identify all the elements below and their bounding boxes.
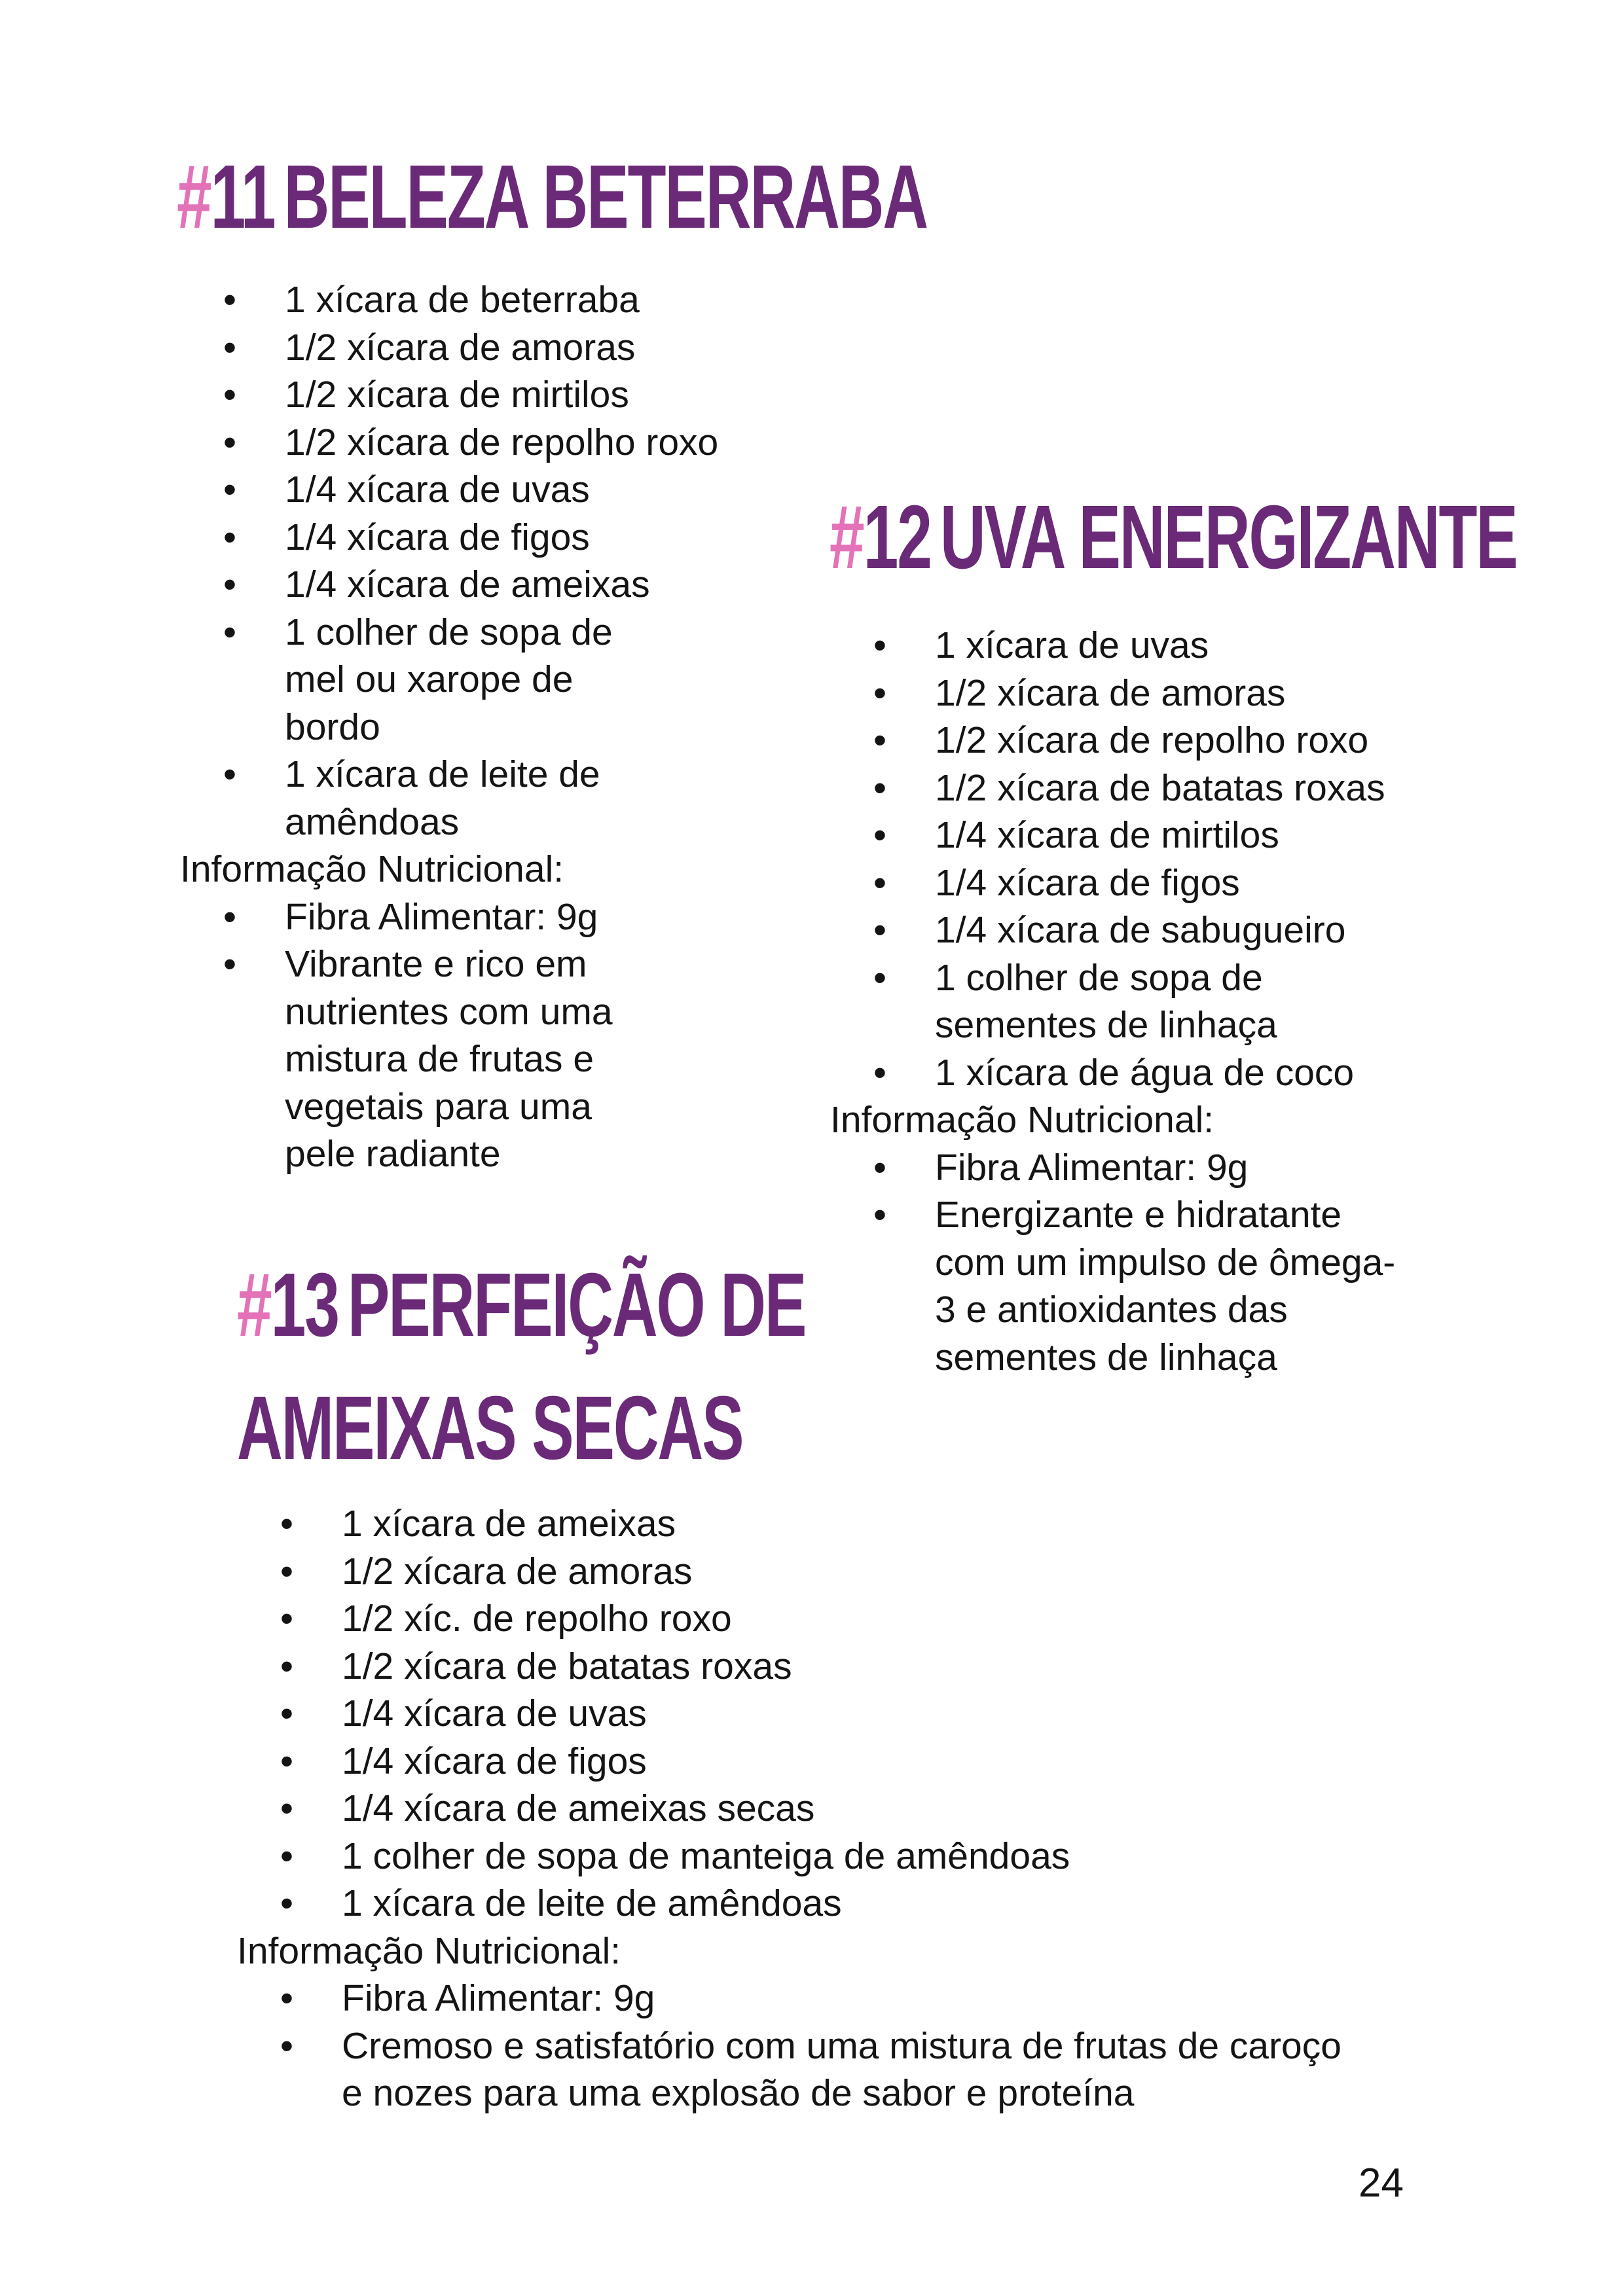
recipe-number: 13 [270,1255,338,1355]
list-item: • 1 xícara de beterraba [180,276,782,324]
hash-mark: # [237,1255,271,1355]
nutrition-list [830,1144,1485,1382]
list-item: • 1/2 xícara de amoras [180,324,782,372]
list-item: • 1/2 xícara de mirtilos [180,371,782,419]
list-item: • Energizante e hidratante com um impulso de ômega-3 e antioxidantes das sementes de linhaça [830,1191,1406,1381]
list-item: • Cremoso e satisfatório com uma mistura de frutas de caroço e nozes para uma explosão de sabor e proteína [237,2022,1363,2117]
recipe-title-text: UVA ENERGIZANTE [939,487,1517,588]
recipe-number: 11 [210,147,275,247]
list-item: • 1/4 xícara de uvas [180,466,782,514]
ingredient-list [830,622,1485,1096]
list-item: • 1 xícara de leite de amêndoas [180,751,651,846]
hash-mark: # [177,147,211,247]
list-item: • 1/4 xícara de ameixas secas [237,1785,1448,1833]
nutrition-list [237,1975,1448,2117]
list-item: • 1 xícara de ameixas [237,1500,1448,1548]
list-item: • 1/2 xícara de repolho roxo [180,419,782,467]
recipe-title-text: PERFEIÇÃO DE [347,1255,806,1355]
recipe-12-title [830,487,1517,588]
list-item: • 1/4 xícara de uvas [237,1690,1448,1738]
recipe-13-body [237,1500,1448,2117]
list-item: • 1/2 xícara de batatas roxas [830,764,1485,812]
recipe-13-title [237,1255,806,1479]
recipe-11-title [177,147,928,247]
list-item: • Fibra Alimentar: 9g [180,893,782,941]
list-item: • 1/4 xícara de figos [830,859,1485,907]
list-item: • Fibra Alimentar: 9g [830,1144,1485,1192]
list-item: • Vibrante e rico em nutrientes com uma mistura de frutas e vegetais para uma pele radiante [180,941,651,1178]
ingredient-list [180,276,782,846]
list-item: • 1 xícara de leite de amêndoas [237,1880,1448,1928]
list-item: • 1/4 xícara de sabugueiro [830,906,1485,954]
list-item: • 1/4 xícara de figos [237,1738,1448,1785]
list-item: • 1/2 xícara de repolho roxo [830,717,1485,764]
nutrition-list [180,893,782,1178]
page-number: 24 [1359,2161,1404,2206]
recipe-title-subtitle: AMEIXAS SECAS [237,1378,743,1479]
list-item: • 1 colher de sopa de manteiga de amêndoas [237,1833,1448,1880]
nutrition-heading: Informação Nutricional: [830,1099,1214,1141]
list-item: • 1/2 xícara de amoras [237,1548,1448,1596]
recipe-number: 12 [863,487,931,588]
recipe-11-body [180,276,782,1178]
list-item: • 1/4 xícara de mirtilos [830,812,1485,859]
list-item: • 1/2 xícara de amoras [830,670,1485,717]
recipe-title-text: BELEZA BETERRABA [283,147,928,247]
list-item: • Fibra Alimentar: 9g [237,1975,1448,2022]
list-item: • 1 colher de sopa de mel ou xarope de bordo [180,609,651,751]
list-item: • 1/2 xícara de batatas roxas [237,1643,1448,1691]
hash-mark: # [830,487,864,588]
list-item: • 1/4 xícara de figos [180,514,782,562]
list-item: • 1/4 xícara de ameixas [180,561,782,609]
list-item: • 1 xícara de uvas [830,622,1485,670]
list-item: • 1/2 xíc. de repolho roxo [237,1595,1448,1643]
list-item: • 1 colher de sopa de sementes de linhaça [830,954,1302,1049]
list-item: • 1 xícara de água de coco [830,1049,1485,1097]
nutrition-heading: Informação Nutricional: [237,1929,621,1972]
nutrition-heading: Informação Nutricional: [180,848,564,890]
recipe-12-body [830,622,1485,1381]
ingredient-list [237,1500,1448,1928]
